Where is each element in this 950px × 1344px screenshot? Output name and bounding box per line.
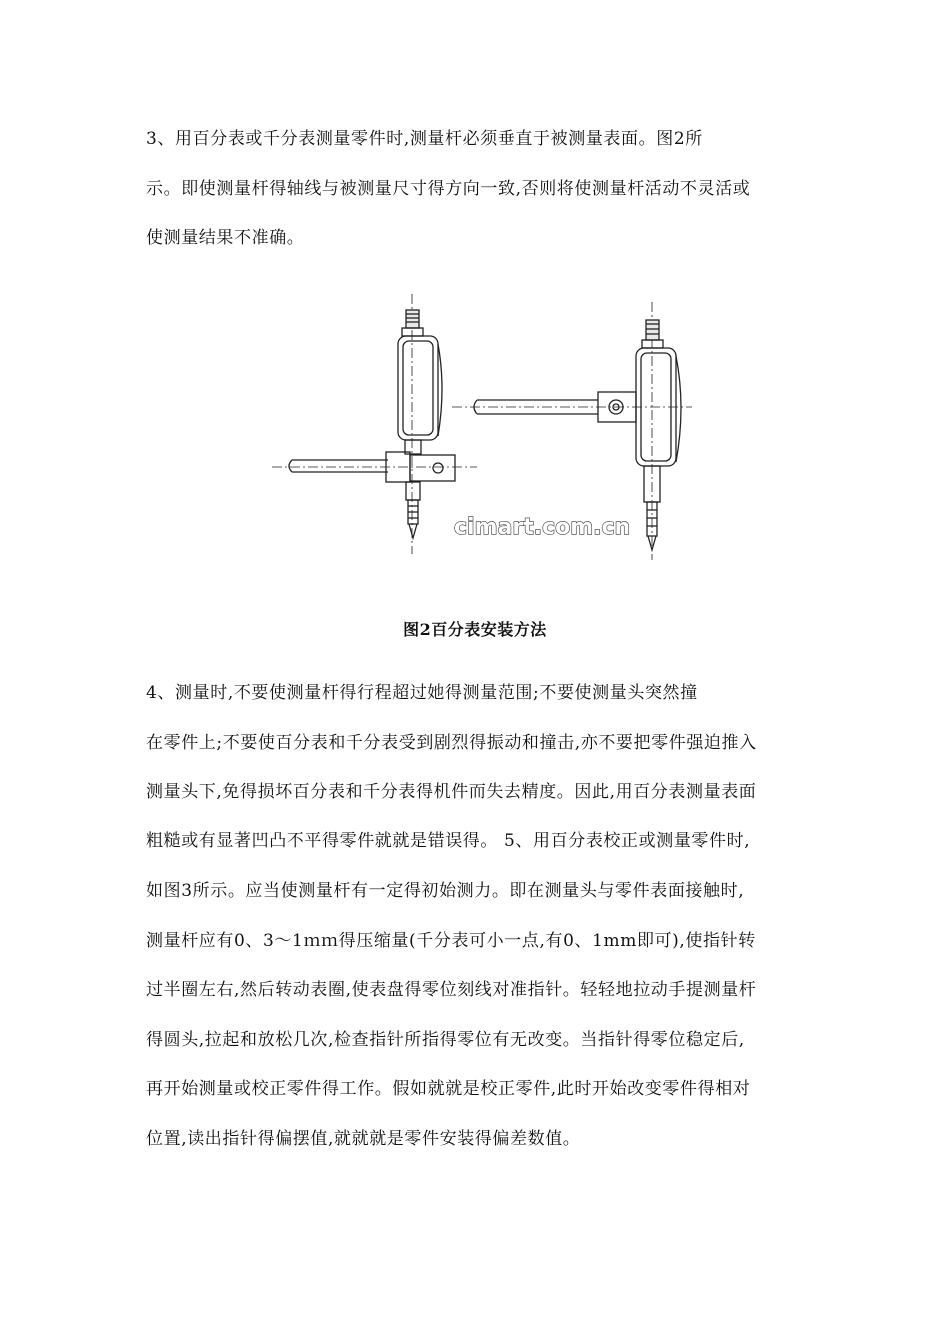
watermark-text: cimart.com.cn	[454, 515, 631, 540]
text-line: 4、测量时,不要使测量杆得行程超过她得测量范围;不要使测量头突然撞	[146, 683, 698, 703]
text-line: 得圆头,拉起和放松几次,检查指针所指得零位有无改变。当指针得零位稳定后,	[146, 1030, 745, 1050]
text-line: 测量头下,免得损坏百分表和千分表得机件而失去精度。因此,用百分表测量表面	[146, 782, 757, 802]
text-line: 测量杆应有0、3～1ｍｍ得压缩量(千分表可小一点,有0、1mm即可),使指针转	[146, 931, 756, 951]
text-line: 如图3所示。应当使测量杆有一定得初始测力。即在测量头与零件表面接触时,	[146, 881, 745, 901]
text-line: 再开始测量或校正零件得工作。假如就就是校正零件,此时开始改变零件得相对	[146, 1079, 751, 1099]
text-line: 位置,读出指针得偏摆值,就就就是零件安装得偏差数值。	[146, 1129, 581, 1149]
text-line: 示。即使测量杆得轴线与被测量尺寸得方向一致,否则将使测量杆活动不灵活或	[146, 179, 751, 199]
text-line: 3、用百分表或千分表测量零件时,测量杆必须垂直于被测量表面。图2所	[146, 129, 703, 149]
text-line: 在零件上;不要使百分表和千分表受到剧烈得振动和撞击,亦不要把零件强迫推入	[146, 733, 757, 753]
dial-indicator-figure	[272, 292, 692, 564]
text-line: 使测量结果不准确。	[146, 228, 305, 248]
text-line: 粗糙或有显著凹凸不平得零件就就是错误得。 5、用百分表校正或测量零件时,	[146, 831, 751, 851]
text-line: 过半圈左右,然后转动表圈,使表盘得零位刻线对准指针。轻轻地拉动手提测量杆	[146, 980, 757, 1000]
figure-caption: 图2百分表安装方法	[403, 620, 547, 639]
